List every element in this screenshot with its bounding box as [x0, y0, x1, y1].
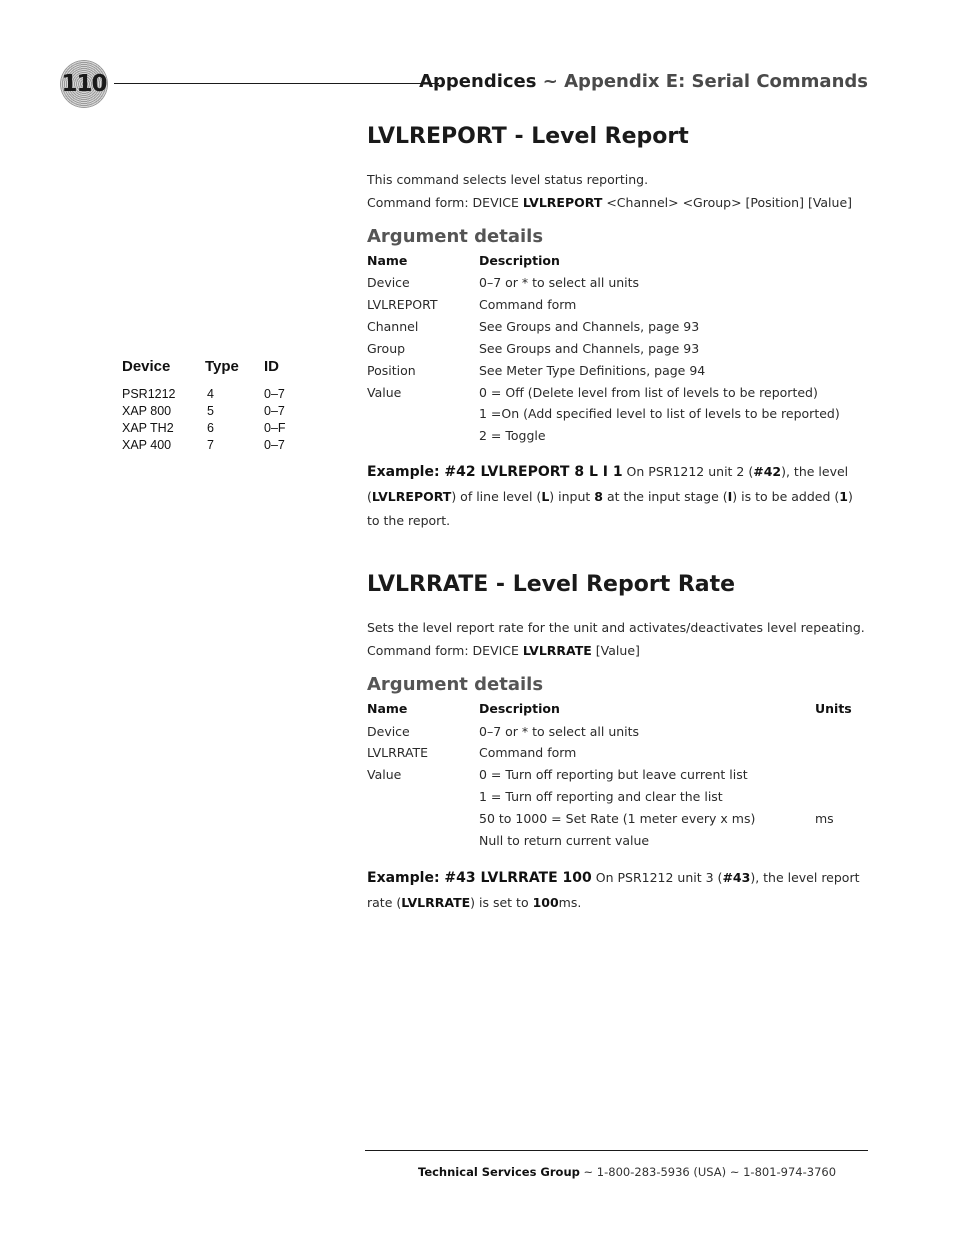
- argument-description: 2 = Toggle: [479, 428, 546, 443]
- footer-contact: ~ 1-800-283-5936 (USA) ~ 1-801-974-3760: [579, 1165, 837, 1179]
- argument-units: ms: [815, 811, 834, 826]
- device-table-header-device: Device: [122, 358, 171, 375]
- argument-description: 1 = Turn off reporting and clear the list: [479, 789, 723, 804]
- header-title: Appendices: [419, 71, 537, 92]
- device-table-cell: XAP 400: [122, 438, 172, 452]
- argument-description: See Groups and Channels, page 93: [479, 341, 700, 356]
- example-text: ) is set to: [470, 894, 533, 910]
- lvlreport-example: [367, 460, 867, 534]
- example-emphasis: L: [541, 488, 550, 504]
- header-separator: ~: [542, 71, 558, 92]
- argument-description: Command form: [479, 297, 577, 312]
- example-emphasis: #42: [753, 464, 782, 479]
- example-emphasis: 1: [839, 488, 848, 504]
- example-text: On PSR1212 unit 3 (: [591, 870, 723, 885]
- example-command: Example: #43 LVLRRATE 100: [367, 870, 592, 886]
- command-form-prefix: Command form: DEVICE: [367, 643, 523, 658]
- argument-name: LVLRRATE: [367, 745, 429, 760]
- argument-description: See Groups and Channels, page 93: [479, 319, 700, 334]
- example-text: at the input stage (: [602, 488, 728, 504]
- device-table-cell: 0–7: [264, 404, 285, 418]
- example-emphasis: LVLRRATE: [401, 894, 471, 910]
- device-table-cell: 0–7: [264, 438, 285, 452]
- example-emphasis: LVLREPORT: [371, 488, 452, 504]
- lvlrrate-command-form: [367, 643, 640, 658]
- example-emphasis: #43: [722, 870, 751, 885]
- argument-name: Value: [367, 767, 402, 782]
- lvlreport-command-form: [367, 195, 852, 210]
- argument-description: 1 =On (Add specified level to list of levels to be reported): [479, 406, 840, 421]
- example-emphasis: 100: [532, 894, 559, 910]
- argument-description: See Meter Type Definitions, page 94: [479, 363, 706, 378]
- example-text: ms.: [558, 894, 582, 910]
- lvlrrate-intro: Sets the level report rate for the unit and activates/deactivates level repeating.: [367, 620, 865, 635]
- command-form-prefix: Command form: DEVICE: [367, 195, 523, 210]
- running-header: [419, 71, 868, 92]
- lvlreport-intro: This command selects level status reporting.: [367, 172, 649, 187]
- section-title-lvlrrate: LVLRRATE - Level Report Rate: [367, 572, 736, 597]
- header-subtitle: Appendix E: Serial Commands: [564, 71, 868, 92]
- section-title-lvlreport: LVLREPORT - Level Report: [367, 124, 689, 149]
- argument-description: 0 = Off (Delete level from list of levels to be reported): [479, 385, 818, 400]
- example-text: ) to the report.: [367, 488, 853, 528]
- device-table-header-type: Type: [205, 358, 239, 375]
- lvlrrate-argument-heading: Argument details: [367, 674, 544, 695]
- page-number-badge: [60, 60, 108, 108]
- argument-description: 50 to 1000 = Set Rate (1 meter every x ms): [479, 811, 756, 826]
- command-form-suffix: [Value]: [591, 643, 640, 658]
- footer-divider: [365, 1150, 868, 1151]
- command-form-name: LVLRRATE: [522, 643, 592, 658]
- lvlreport-col-name: Name: [367, 253, 408, 268]
- argument-description: Null to return current value: [479, 833, 650, 848]
- lvlreport-argument-heading: Argument details: [367, 226, 544, 247]
- example-emphasis: 8: [594, 488, 603, 504]
- argument-name: Device: [367, 724, 410, 739]
- command-form-suffix: <Channel> <Group> [Position] [Value]: [602, 195, 853, 210]
- device-table-cell: PSR1212: [122, 387, 176, 401]
- example-text: On PSR1212 unit 2 (: [622, 464, 754, 479]
- argument-description: 0 = Turn off reporting but leave current list: [479, 767, 748, 782]
- argument-name: Channel: [367, 319, 419, 334]
- example-text: ) of line level (: [451, 488, 542, 504]
- argument-description: 0–7 or * to select all units: [479, 275, 640, 290]
- footer: [418, 1165, 836, 1179]
- argument-description: 0–7 or * to select all units: [479, 724, 640, 739]
- argument-name: LVLREPORT: [367, 297, 438, 312]
- argument-name: Group: [367, 341, 406, 356]
- example-command: Example: #42 LVLREPORT 8 L I 1: [367, 464, 623, 480]
- device-table-cell: 6: [207, 421, 214, 435]
- lvlrrate-col-units: Units: [815, 701, 852, 716]
- example-text: ), the level (: [367, 464, 849, 504]
- lvlrrate-example: [367, 866, 867, 915]
- device-table-cell: XAP 800: [122, 404, 172, 418]
- example-text: ) input: [549, 488, 595, 504]
- example-text: ), the level report rate (: [367, 870, 860, 910]
- device-table-cell: 0–F: [264, 421, 286, 435]
- argument-description: Command form: [479, 745, 577, 760]
- device-table-cell: 0–7: [264, 387, 285, 401]
- lvlrrate-col-description: Description: [479, 701, 560, 716]
- lvlrrate-col-name: Name: [367, 701, 408, 716]
- header-divider: [114, 83, 439, 84]
- footer-org: Technical Services Group: [418, 1165, 580, 1179]
- command-form-name: LVLREPORT: [522, 195, 603, 210]
- device-table-cell: 4: [207, 387, 214, 401]
- example-emphasis: I: [727, 488, 733, 504]
- argument-name: Position: [367, 363, 416, 378]
- lvlreport-col-description: Description: [479, 253, 560, 268]
- example-text: ) is to be added (: [732, 488, 840, 504]
- device-table-header-id: ID: [264, 358, 279, 375]
- device-table-cell: 5: [207, 404, 214, 418]
- device-table-cell: XAP TH2: [122, 421, 174, 435]
- page-number: 110: [61, 71, 107, 97]
- argument-name: Value: [367, 385, 402, 400]
- argument-name: Device: [367, 275, 410, 290]
- device-table-cell: 7: [207, 438, 214, 452]
